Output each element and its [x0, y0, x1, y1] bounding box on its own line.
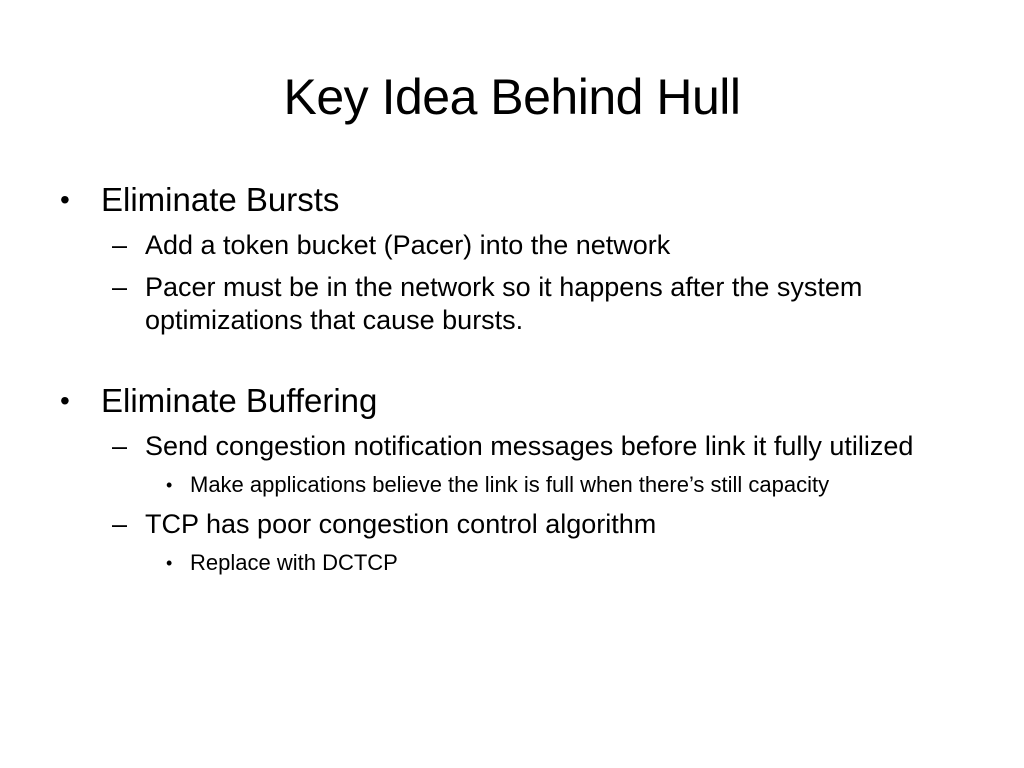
sub-bullet-text: Pacer must be in the network so it happens after the system optimizations that cause bursts. — [145, 272, 863, 335]
bullet-eliminate-bursts — [60, 180, 960, 220]
sub-sub-bullet-text: Make applications believe the link is full when there’s still capacity — [190, 472, 830, 497]
sub-sub-bullet-dctcp — [60, 549, 960, 577]
dash-icon: – — [112, 431, 128, 461]
sub-bullet-text: Add a token bucket (Pacer) into the network — [145, 230, 671, 260]
bullet-text: Eliminate Buffering — [101, 382, 378, 419]
dash-icon: – — [112, 509, 128, 539]
sub-bullet-text: TCP has poor congestion control algorithm — [145, 509, 657, 539]
slide-title: Key Idea Behind Hull — [283, 69, 741, 125]
sub-sub-bullet-text: Replace with DCTCP — [190, 550, 398, 575]
bullet-text: Eliminate Bursts — [101, 181, 340, 218]
bullet-dot-icon: • — [60, 184, 70, 215]
bullet-dot-icon: • — [60, 385, 70, 416]
sub-bullet-token-bucket — [60, 229, 960, 262]
sub-sub-bullet-link-full — [60, 471, 960, 499]
sub-bullet-tcp-poor-control — [60, 508, 960, 541]
bullet-dot-icon: • — [166, 475, 173, 495]
sub-bullet-text: Send congestion notification messages before link it fully utilized — [145, 431, 914, 461]
bullet-dot-icon: • — [166, 553, 173, 573]
bullet-eliminate-buffering — [60, 381, 960, 421]
sub-bullet-pacer-location — [60, 271, 960, 337]
dash-icon: – — [112, 230, 128, 260]
dash-icon: – — [112, 272, 128, 302]
sub-bullet-congestion-notification — [60, 430, 960, 463]
slide-body — [60, 180, 960, 577]
